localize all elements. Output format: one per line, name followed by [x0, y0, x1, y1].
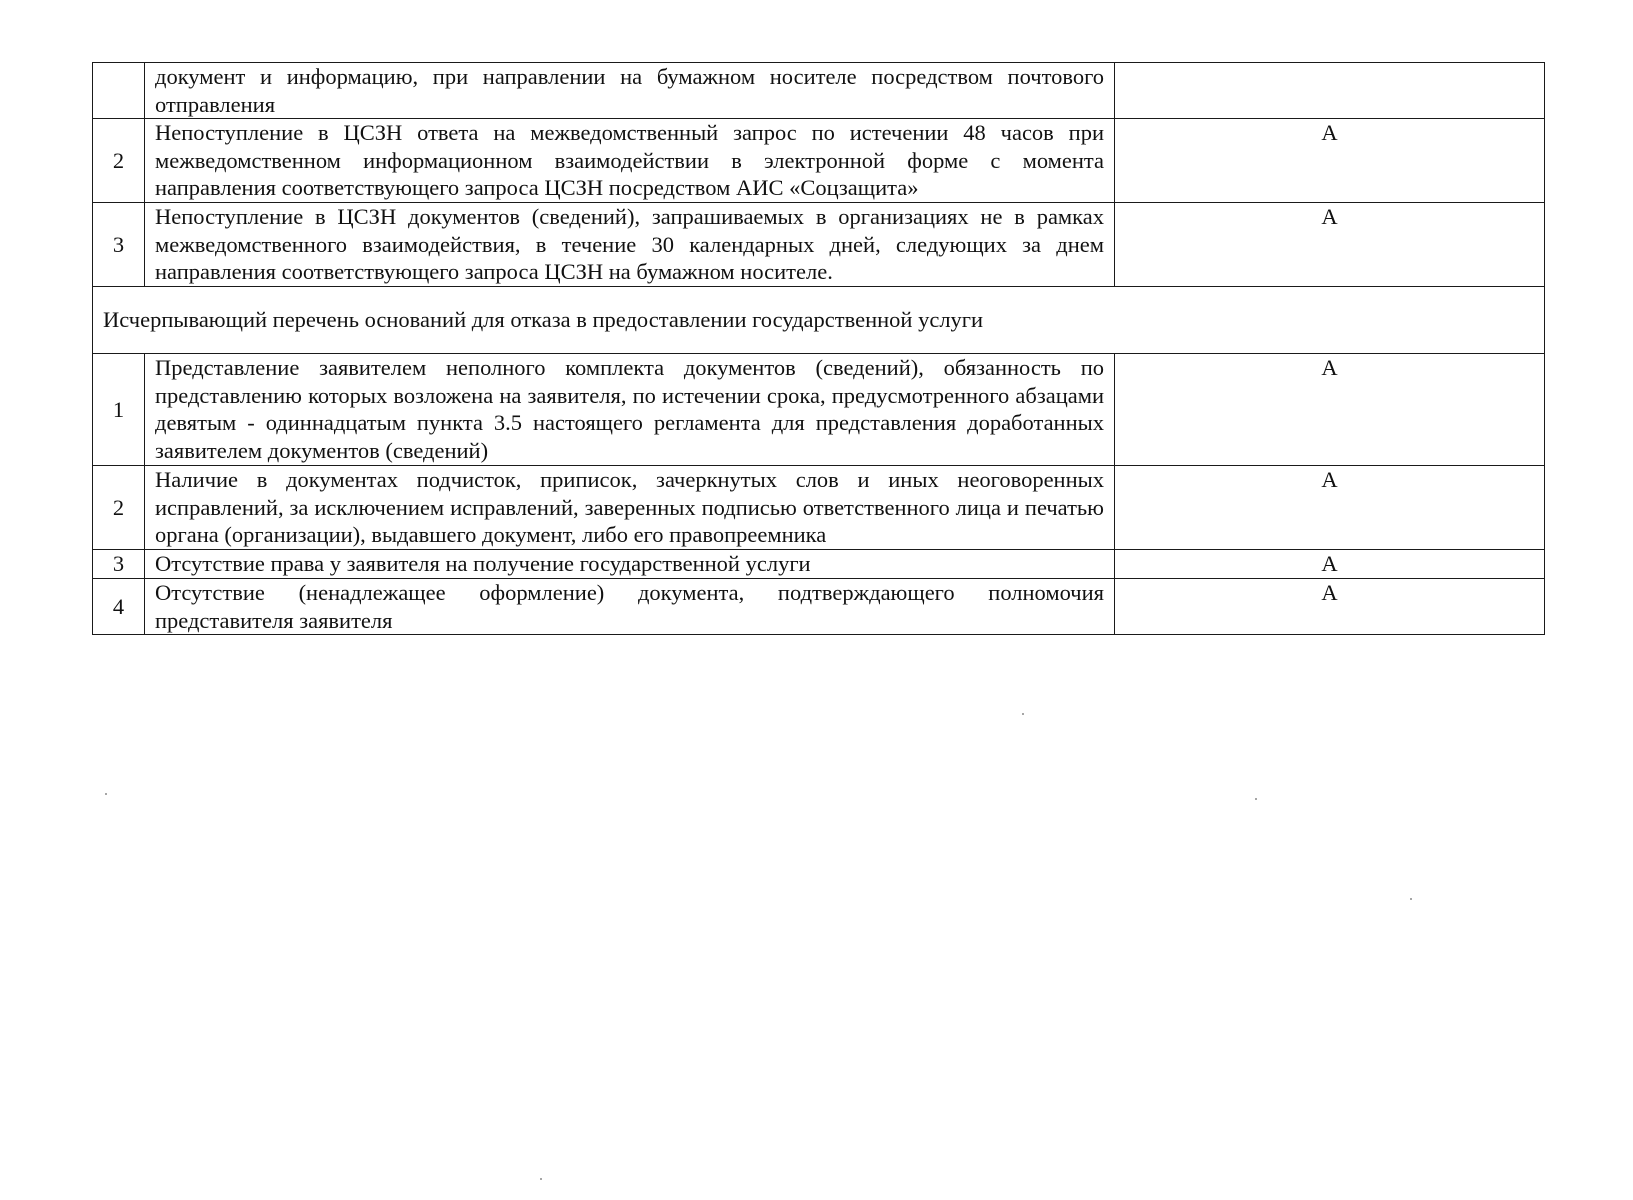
scan-speck — [1410, 898, 1412, 900]
table-row — [93, 466, 1545, 550]
row-description: Непоступление в ЦСЗН документов (сведений), запрашиваемых в организациях не в рамках межведомственного взаимодействия, в течение 30 календарных дней, следующих за днем направления соответствующего запроса ЦСЗН на бумажном носителе. — [145, 203, 1115, 287]
row-number: 4 — [93, 579, 145, 635]
row-number: 3 — [93, 203, 145, 287]
row-description: документ и информацию, при направлении на бумажном носителе посредством почтового отправления — [145, 63, 1115, 119]
section-heading: Исчерпывающий перечень оснований для отказа в предоставлении государственной услуги — [93, 287, 1545, 354]
row-code: А — [1115, 203, 1545, 287]
row-number: 2 — [93, 119, 145, 203]
row-description: Непоступление в ЦСЗН ответа на межведомственный запрос по истечении 48 часов при межведомственном информационном взаимодействии в электронной форме с момента направления соответствующего запроса ЦСЗН посредством АИС «Соцзащита» — [145, 119, 1115, 203]
scan-speck — [540, 1178, 542, 1180]
section-heading-row — [93, 287, 1545, 354]
row-code: А — [1115, 579, 1545, 635]
row-code: А — [1115, 354, 1545, 466]
table-row — [93, 354, 1545, 466]
row-code: А — [1115, 119, 1545, 203]
grounds-table — [92, 62, 1545, 635]
row-code: А — [1115, 550, 1545, 579]
row-description: Отсутствие (ненадлежащее оформление) документа, подтверждающего полномочия представителя заявителя — [145, 579, 1115, 635]
row-number: 1 — [93, 354, 145, 466]
table-row — [93, 550, 1545, 579]
table-row — [93, 203, 1545, 287]
row-number — [93, 63, 145, 119]
row-description: Наличие в документах подчисток, приписок, зачеркнутых слов и иных неоговоренных исправлений, за исключением исправлений, заверенных подписью ответственного лица и печатью органа (организации), выдавшего документ, либо его правопреемника — [145, 466, 1115, 550]
row-number: 2 — [93, 466, 145, 550]
scan-speck — [105, 793, 107, 795]
row-description: Представление заявителем неполного комплекта документов (сведений), обязанность по представлению которых возложена на заявителя, по истечении срока, предусмотренного абзацами девятым - одиннадцатым пункта 3.5 настоящего регламента для представления доработанных заявителем документов (сведений) — [145, 354, 1115, 466]
table-row — [93, 63, 1545, 119]
row-description: Отсутствие права у заявителя на получение государственной услуги — [145, 550, 1115, 579]
table-row — [93, 119, 1545, 203]
row-number: 3 — [93, 550, 145, 579]
table-row — [93, 579, 1545, 635]
row-code: А — [1115, 466, 1545, 550]
scan-speck — [1255, 798, 1257, 800]
row-code — [1115, 63, 1545, 119]
scan-speck — [1022, 713, 1024, 715]
